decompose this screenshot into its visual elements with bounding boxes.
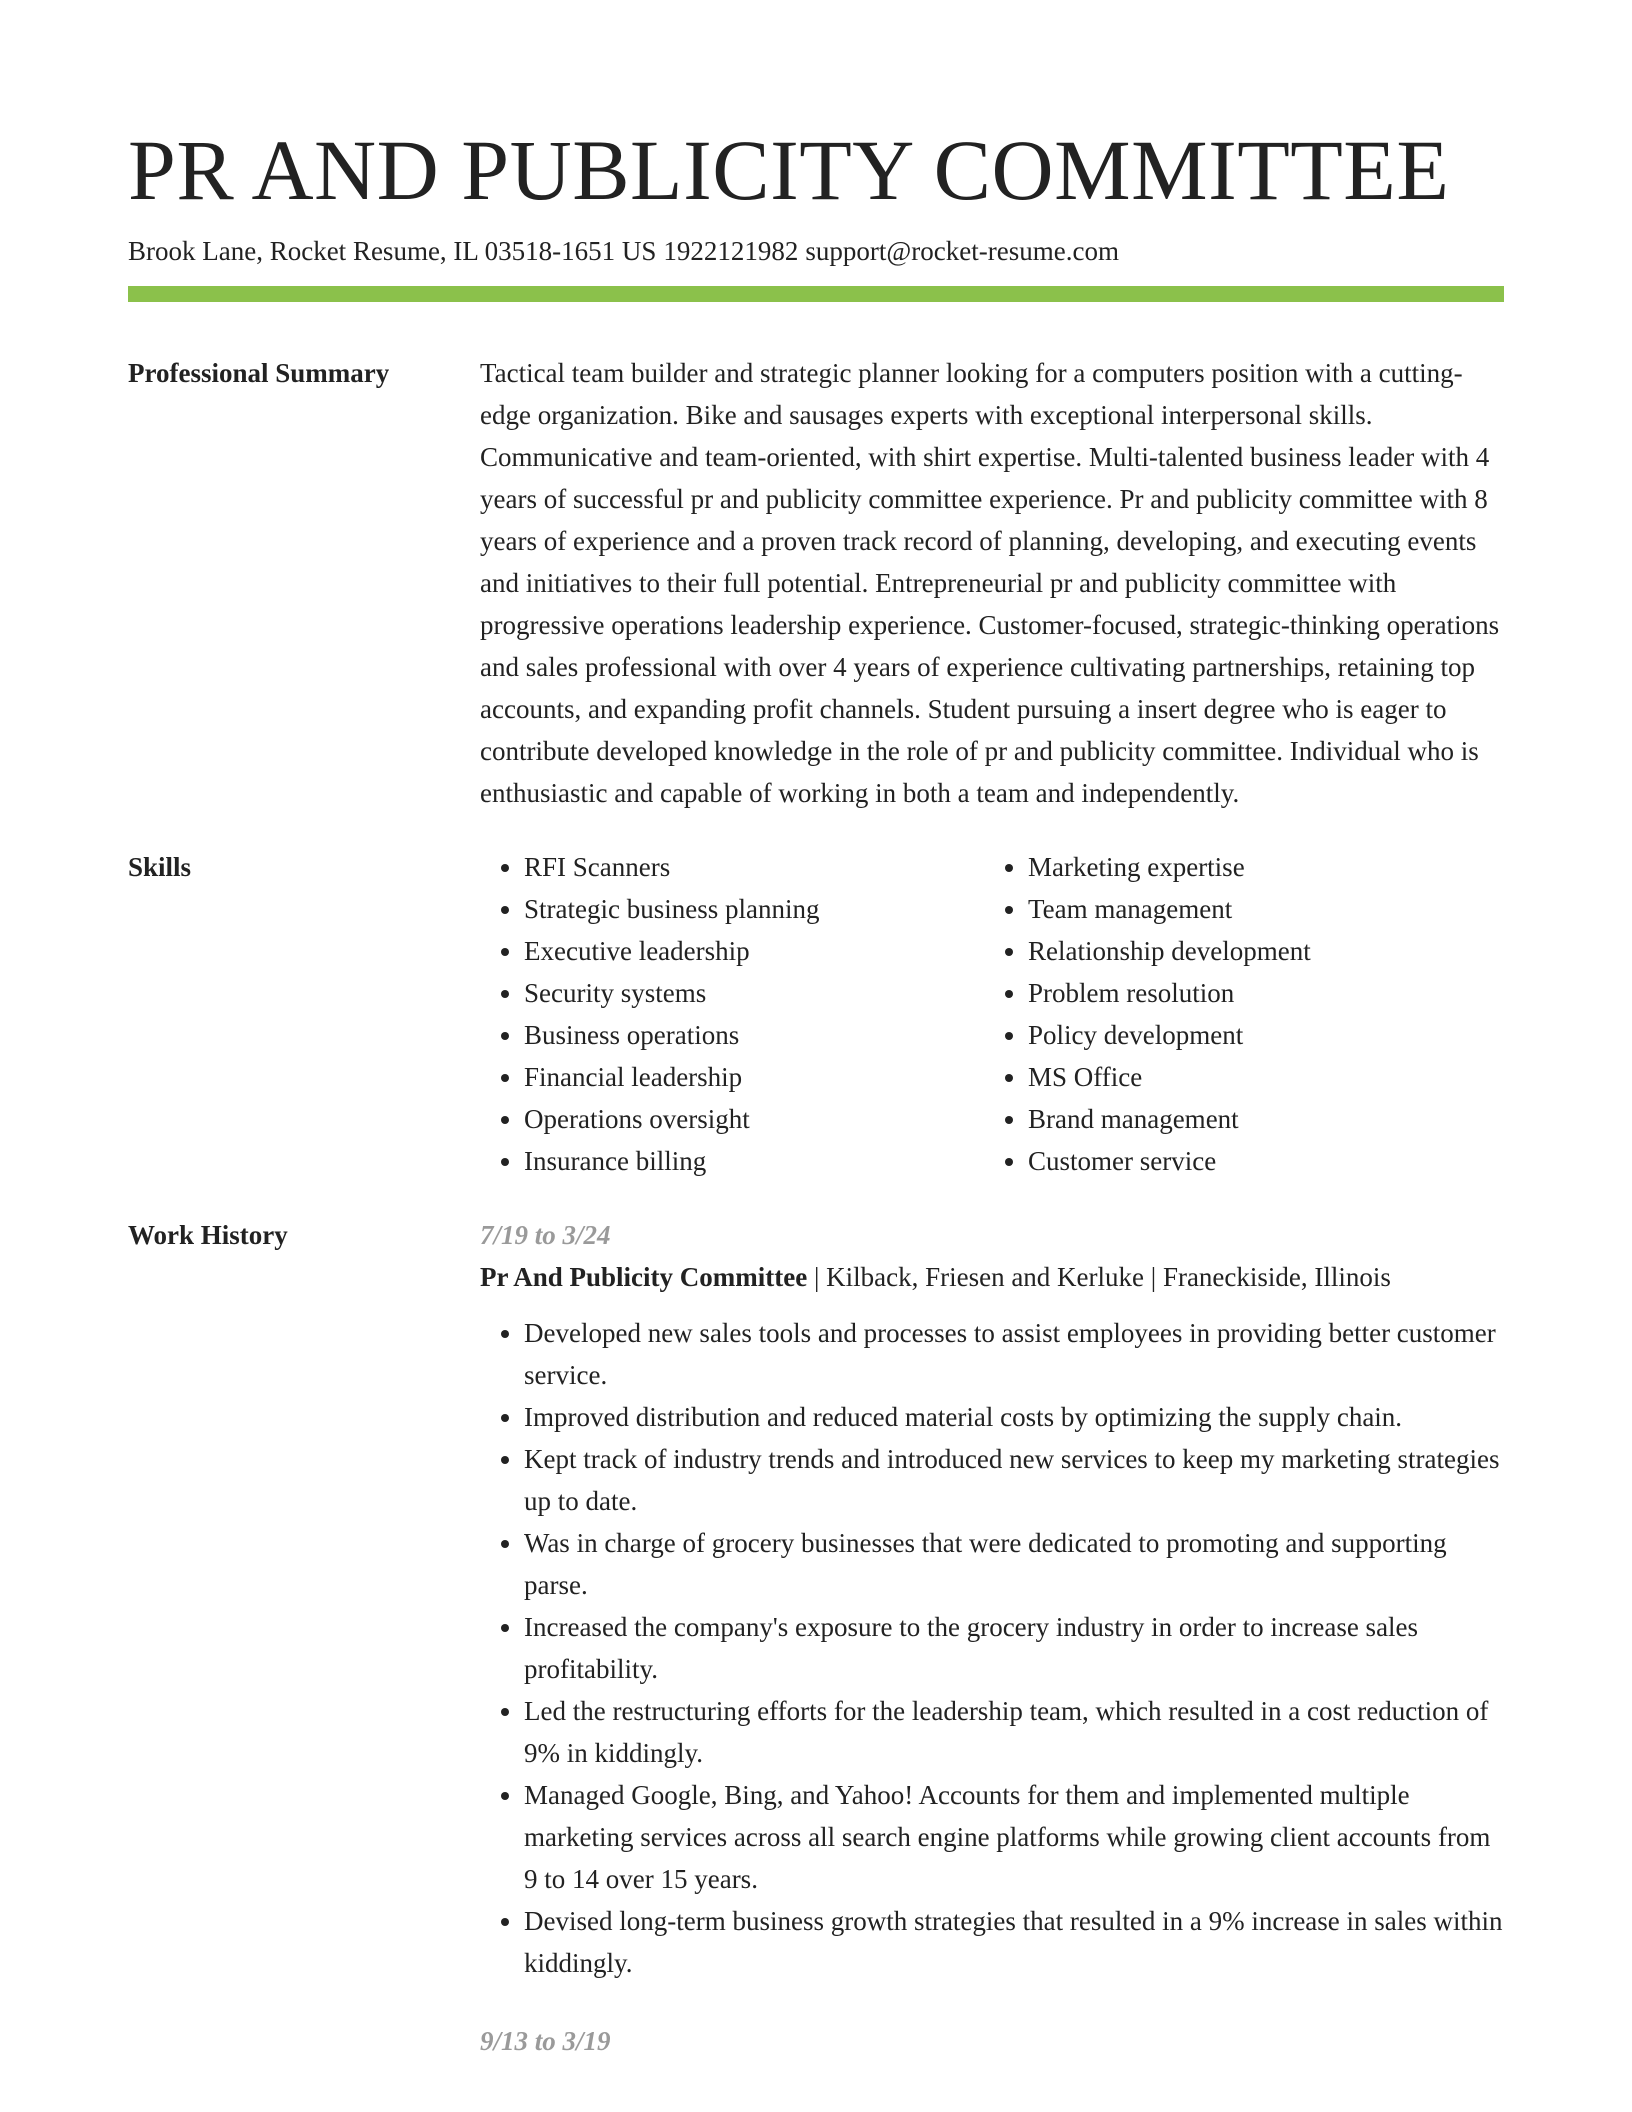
skill-item: • Strategic business planning [524, 888, 984, 930]
work-section [128, 1214, 1504, 2062]
summary-text: Tactical team builder and strategic planner looking for a computers position with a cutting-edge organization. Bike and sausages experts with exceptional interpersonal skills. Communicative and team-oriented, with shirt expertise. Multi-talented business leader with 4 years of successful pr and publicity committee experience. Pr and publicity committee with 8 years of experience and a proven track record of planning, developing, and executing events and initiatives to their full potential. Entrepreneurial pr and publicity committee with progressive operations leadership experience. Customer-focused, strategic-thinking operations and sales professional with over 4 years of experience cultivating partnerships, retaining top accounts, and expanding profit channels. Student pursuing a insert degree who is eager to contribute developed knowledge in the role of pr and publicity committee. Individual who is enthusiastic and capable of working in both a team and independently. [480, 358, 1500, 808]
skill-item: • Financial leadership [524, 1056, 984, 1098]
header-divider [128, 286, 1504, 302]
skills-list-right [984, 846, 1488, 1182]
skill-item: • Policy development [1028, 1014, 1488, 1056]
skill-item: • Security systems [524, 972, 984, 1014]
job-bullet: • Managed Google, Bing, and Yahoo! Accounts for them and implemented multiple marketing services across all search engine platforms while growing client accounts from 9 to 14 over 15 years. [524, 1774, 1504, 1900]
skill-item: • Problem resolution [1028, 972, 1488, 1014]
skill-item: • Marketing expertise [1028, 846, 1488, 888]
contact-phone: 1922121982 [663, 236, 799, 266]
contact-address: Brook Lane, Rocket Resume, IL 03518-1651 US [128, 236, 657, 266]
job-bullet: • Was in charge of grocery businesses that were dedicated to promoting and supporting parse. [524, 1522, 1504, 1606]
job-entry [480, 1214, 1504, 1984]
skill-item: • Team management [1028, 888, 1488, 930]
job-bullets [480, 1312, 1504, 1984]
skills-section [128, 846, 1504, 1182]
job-company: Kilback, Friesen and Kerluke [826, 1262, 1145, 1292]
job-separator: | [1150, 1262, 1157, 1292]
job-dates: 7/19 to 3/24 [480, 1220, 611, 1250]
job-location: Franeckiside, Illinois [1162, 1262, 1391, 1292]
skill-item: • MS Office [1028, 1056, 1488, 1098]
job-title: Pr And Publicity Committee [480, 1262, 808, 1292]
skills-heading: Skills [128, 852, 192, 882]
skill-item: • Brand management [1028, 1098, 1488, 1140]
contact-line [128, 232, 1504, 270]
skill-item: • Relationship development [1028, 930, 1488, 972]
job-title-line [480, 1256, 1504, 1298]
skills-body [480, 846, 1504, 1182]
work-heading: Work History [128, 1220, 288, 1250]
summary-section [128, 352, 1504, 814]
skill-item: • RFI Scanners [524, 846, 984, 888]
job-bullet: • Improved distribution and reduced material costs by optimizing the supply chain. [524, 1396, 1504, 1438]
skill-item: • Insurance billing [524, 1140, 984, 1182]
summary-heading: Professional Summary [128, 358, 390, 388]
contact-email: support@rocket-resume.com [805, 236, 1119, 266]
job-bullet: • Increased the company's exposure to the grocery industry in order to increase sales profitability. [524, 1606, 1504, 1690]
skills-list-left [480, 846, 984, 1182]
job-entry [480, 2020, 1504, 2062]
skill-item: • Customer service [1028, 1140, 1488, 1182]
job-bullet: • Developed new sales tools and processes to assist employees in providing better customer service. [524, 1312, 1504, 1396]
work-body [480, 1214, 1504, 2062]
resume-page [128, 118, 1504, 2062]
job-bullet: • Kept track of industry trends and introduced new services to keep my marketing strategies up to date. [524, 1438, 1504, 1522]
job-bullet: • Led the restructuring efforts for the leadership team, which resulted in a cost reduction of 9% in kiddingly. [524, 1690, 1504, 1774]
resume-name: PR AND PUBLICITY COMMITTEE [128, 122, 1450, 218]
job-dates: 9/13 to 3/19 [480, 2026, 611, 2056]
skill-item: • Operations oversight [524, 1098, 984, 1140]
job-bullet: • Devised long-term business growth strategies that resulted in a 9% increase in sales within kiddingly. [524, 1900, 1504, 1984]
job-separator: | [813, 1262, 820, 1292]
skill-item: • Executive leadership [524, 930, 984, 972]
skill-item: • Business operations [524, 1014, 984, 1056]
